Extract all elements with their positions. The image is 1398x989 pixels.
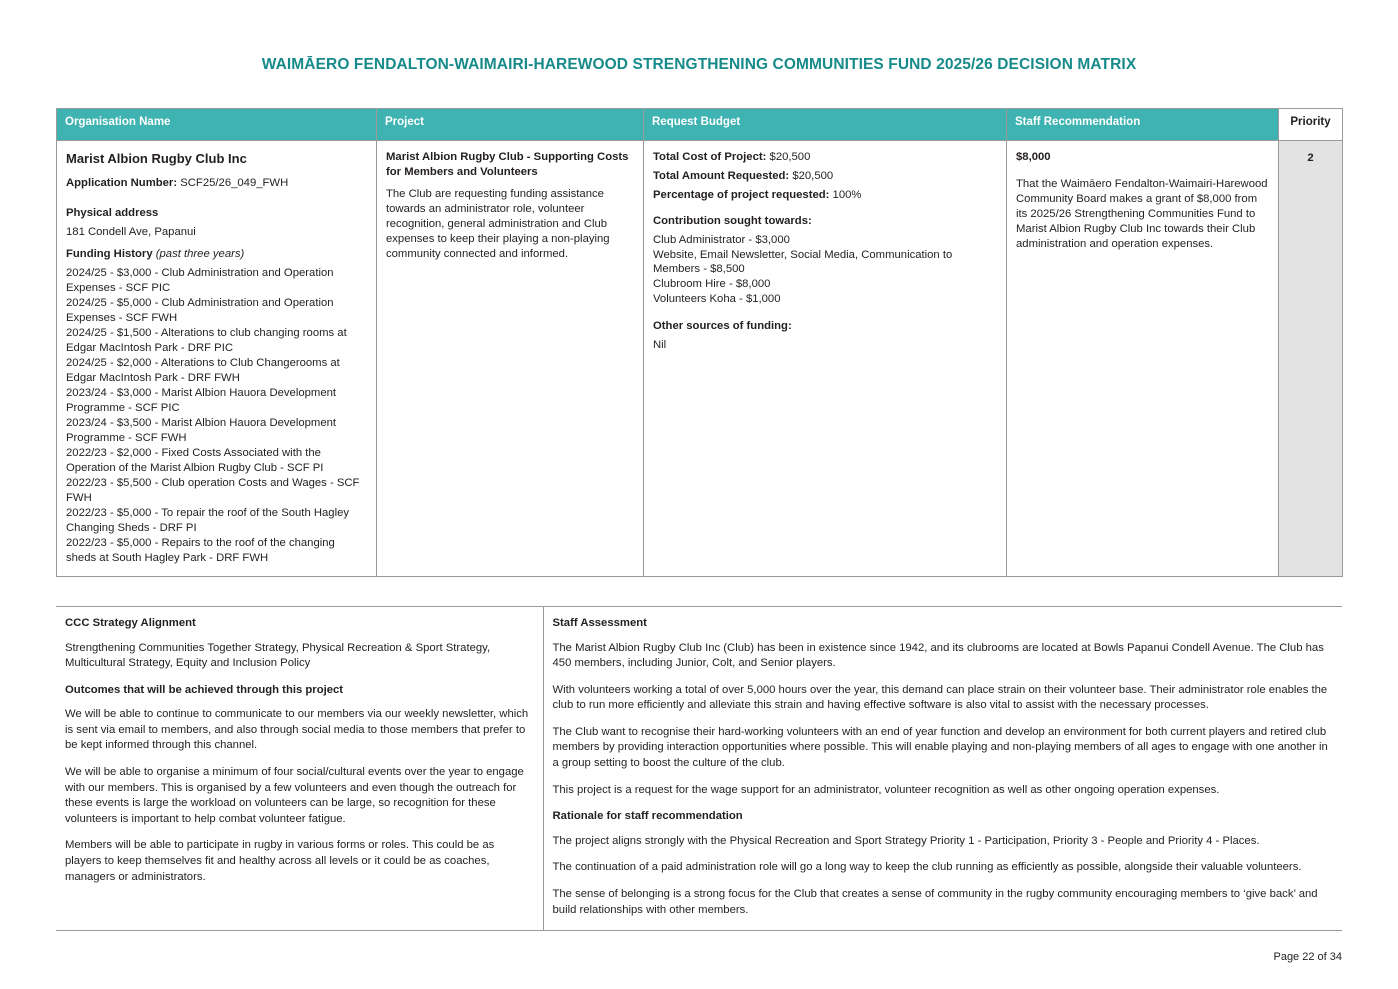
- page-footer: Page 22 of 34: [1273, 951, 1342, 963]
- contribution-item: Clubroom Hire - $8,000: [653, 278, 771, 291]
- funding-history-note: (past three years): [155, 247, 245, 260]
- cell-priority: [1279, 141, 1343, 577]
- priority-value: 2: [1307, 152, 1314, 164]
- funding-history-item: 2024/25 - $1,500 - Alterations to club changing rooms at Edgar MacIntosh Park - DRF PIC: [66, 326, 347, 354]
- assessment-table: [56, 606, 1342, 931]
- contribution-item: Club Administrator - $3,000: [653, 233, 790, 246]
- percentage-value: 100%: [832, 188, 862, 201]
- cell-staff-recommendation: [1007, 141, 1279, 577]
- column-header-priority: Priority: [1279, 109, 1343, 141]
- application-number: [66, 176, 367, 191]
- strategy-alignment-heading: CCC Strategy Alignment: [65, 617, 196, 629]
- cell-strategy-and-outcomes: [56, 607, 543, 931]
- assessment-row: [56, 607, 1342, 931]
- project-description: The Club are requesting funding assistance towards an administrator role, volunteer recognition, general administration and Club expenses to keep their playing a non-playing community connected and informed.: [386, 188, 610, 260]
- staff-assessment-paragraph: With volunteers working a total of over 5,000 hours over the year, this demand can place strain on their volunteer base. Their administrator role enables the club to run more efficiently and alleviate this strain and having effective software is also vital to assist with the necessary processes.: [552, 683, 1328, 712]
- column-header-organisation: Organisation Name: [57, 109, 377, 141]
- cell-staff-assessment: [543, 607, 1342, 931]
- cell-organisation: [57, 141, 377, 577]
- funding-history-label: [66, 247, 367, 262]
- contribution-item: Website, Email Newsletter, Social Media, Communication to Members - $8,500: [653, 248, 953, 276]
- staff-assessment-paragraph: This project is a request for the wage support for an administrator, volunteer recognition as well as other ongoing operation expenses.: [552, 783, 1220, 796]
- other-sources-label: Other sources of funding:: [653, 320, 792, 333]
- funding-history-item: 2022/23 - $2,000 - Fixed Costs Associated with the Operation of the Marist Albion Rugby Club - SCF PI: [66, 446, 324, 474]
- total-cost-value: $20,500: [769, 151, 811, 163]
- total-cost-line: [653, 150, 997, 165]
- funding-history-item: 2022/23 - $5,000 - To repair the roof of the South Hagley Changing Sheds - DRF PI: [66, 507, 350, 535]
- funding-history-item: 2023/24 - $3,000 - Marist Albion Hauora Development Programme - SCF PIC: [66, 386, 337, 414]
- column-header-project: Project: [377, 109, 644, 141]
- staff-assessment-paragraph: The Marist Albion Rugby Club Inc (Club) has been in existence since 1942, and its clubrooms are located at Bowls Papanui Condell Avenue. The Club has 450 members, including Junior, Colt, and Senior players.: [552, 641, 1324, 670]
- contribution-item: Volunteers Koha - $1,000: [653, 293, 781, 306]
- page-title: WAIMĀERO FENDALTON-WAIMAIRI-HAREWOOD STRENGTHENING COMMUNITIES FUND 2025/26 DECISION MATRIX: [261, 56, 1137, 73]
- rationale-heading: Rationale for staff recommendation: [552, 810, 743, 823]
- table-header-row: [57, 109, 1343, 141]
- staff-assessment-paragraph: The Club want to recognise their hard-working volunteers with an end of year function and develop an environment for both current players and retired club members by providing interaction opportunities where possible. This will enable playing and non-playing members of all ages to engage with one another in a group setting to boost the culture of the club.: [552, 725, 1328, 770]
- recommendation-amount: $8,000: [1016, 151, 1051, 163]
- other-sources-value: Nil: [653, 339, 667, 352]
- recommendation-text: That the Waimāero Fendalton-Waimairi-Harewood Community Board makes a grant of $8,000 from its 2025/26 Strengthening Communities Fund to Marist Albion Rugby Club Inc towards their Club administration and operation expenses.: [1016, 177, 1268, 250]
- funding-history-list: [66, 266, 367, 566]
- funding-history-item: 2023/24 - $3,500 - Marist Albion Hauora Development Programme - SCF FWH: [66, 416, 337, 444]
- table-row: [57, 141, 1343, 577]
- contribution-list: [653, 233, 997, 308]
- outcomes-paragraph: We will be able to organise a minimum of four social/cultural events over the year to engage with our members. This is organised by a few volunteers and even though the outreach for these events is large the workload on volunteers can be large, so recognition for these volunteers is important to help combat volunteer fatigue.: [65, 766, 524, 825]
- column-header-request-budget: Request Budget: [644, 109, 1007, 141]
- project-title: Marist Albion Rugby Club - Supporting Costs for Members and Volunteers: [386, 151, 629, 178]
- outcomes-heading: Outcomes that will be achieved through this project: [65, 683, 344, 696]
- funding-history-item: 2022/23 - $5,000 - Repairs to the roof of the changing sheds at South Hagley Park - DRF FWH: [66, 537, 335, 565]
- strategy-alignment-text: Strengthening Communities Together Strategy, Physical Recreation & Sport Strategy, Multicultural Strategy, Equity and Inclusion Policy: [65, 641, 491, 670]
- total-requested-value: $20,500: [792, 169, 834, 182]
- percentage-label: Percentage of project requested:: [653, 188, 830, 201]
- percentage-line: [653, 188, 997, 203]
- total-requested-line: [653, 169, 997, 184]
- cell-request-budget: [644, 141, 1007, 577]
- funding-history-item: 2022/23 - $5,500 - Club operation Costs and Wages - SCF FWH: [66, 477, 360, 505]
- outcomes-paragraph: Members will be able to participate in rugby in various forms or roles. This could be as players to keep themselves fit and healthy across all levels or it could be as coaches, managers or administrators.: [65, 839, 495, 883]
- outcomes-paragraph: We will be able to continue to communicate to our members via our weekly newsletter, which is sent via email to members, and also through social media to those members that prefer to be kept informed through this channel.: [65, 708, 529, 752]
- rationale-paragraph: The continuation of a paid administration role will go a long way to keep the club running as efficiently as possible, alongside their valuable volunteers.: [552, 861, 1302, 874]
- physical-address-value: 181 Condell Ave, Papanui: [66, 225, 196, 238]
- application-number-value: SCF25/26_049_FWH: [180, 177, 289, 190]
- contribution-label: Contribution sought towards:: [653, 214, 812, 227]
- total-cost-label: Total Cost of Project:: [653, 151, 767, 163]
- column-header-staff-recommendation: Staff Recommendation: [1007, 109, 1279, 141]
- total-requested-label: Total Amount Requested:: [653, 169, 790, 182]
- physical-address-label: Physical address: [66, 207, 159, 220]
- cell-project: [377, 141, 644, 577]
- funding-history-item: 2024/25 - $5,000 - Club Administration and Operation Expenses - SCF FWH: [66, 296, 334, 324]
- decision-matrix-table: [56, 108, 1343, 577]
- application-number-label: Application Number:: [66, 177, 178, 190]
- staff-assessment-heading: Staff Assessment: [552, 617, 647, 629]
- funding-history-item: 2024/25 - $2,000 - Alterations to Club Changerooms at Edgar MacIntosh Park - DRF FWH: [66, 356, 340, 384]
- organisation-name: Marist Albion Rugby Club Inc: [66, 151, 247, 166]
- rationale-paragraph: The project aligns strongly with the Physical Recreation and Sport Strategy Priority 1 - Participation, Priority 3 - People and Priority 4 - Places.: [552, 834, 1260, 847]
- funding-history-item: 2024/25 - $3,000 - Club Administration and Operation Expenses - SCF PIC: [66, 266, 334, 294]
- rationale-paragraph: The sense of belonging is a strong focus for the Club that creates a sense of community in the rugby community encouraging members to ‘give back’ and build relationships with other members.: [552, 887, 1318, 916]
- funding-history-label-text: Funding History: [66, 247, 153, 260]
